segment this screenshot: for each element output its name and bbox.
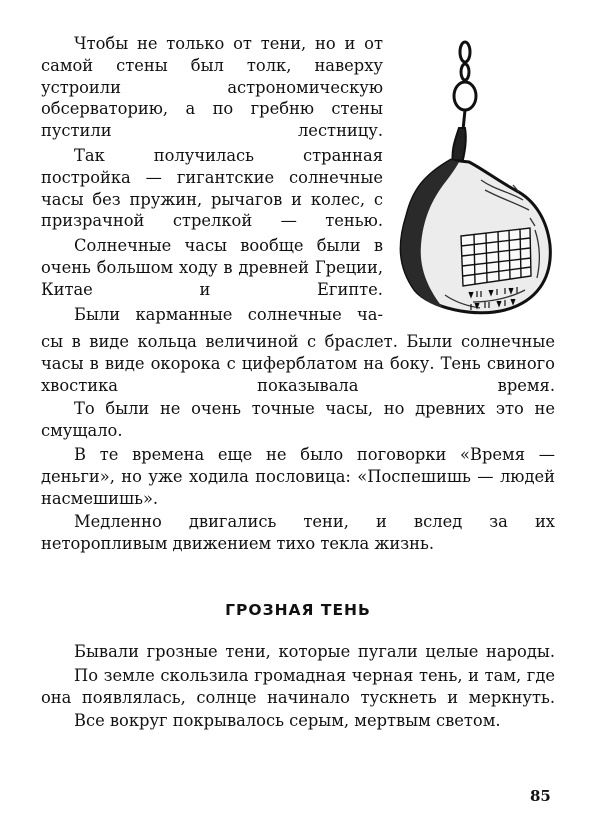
- paragraph: В те времена еще не было поговорки «Время — деньги», но уже ходила пословица: «Поспешишь — людей насмешишь».: [41, 444, 555, 508]
- paragraph: Медленно двигались тени, и вслед за их неторопливым движением тихо текла жизнь.: [41, 512, 555, 554]
- paragraph: Так получилась странная постройка — гигантские солнечные часы без пружин, рычагов и колес, с призрачной стрелкой — тенью.: [41, 145, 383, 231]
- paragraph: По земле скользила громадная черная тень, и там, где она появлялась, солнце начинало тускнеть и меркнуть.: [41, 665, 555, 707]
- paragraph-wrap-start: Были карманные солнечные ча-: [74, 304, 383, 324]
- sundial-grid: [461, 228, 531, 286]
- ham-sundial-illustration: [385, 40, 560, 322]
- page-number: 85: [530, 787, 551, 805]
- paragraph: Чтобы не только от тени, но и от самой стены был толк, наверху устроили астрономическую обсерваторию, а по гребню стены пустили лестницу.: [41, 34, 383, 141]
- text-column-bottom: [41, 641, 555, 732]
- text-column-narrow: [41, 33, 383, 325]
- paragraph: Все вокруг покрывалось серым, мертвым светом.: [74, 711, 501, 731]
- paragraph: Бывали грозные тени, которые пугали целые народы.: [74, 642, 555, 661]
- paragraph: То были не очень точные часы, но древних это не смущало.: [41, 399, 555, 441]
- chain-icon: [454, 42, 476, 130]
- paragraph-wrap-rest: сы в виде кольца величиной с браслет. Были солнечные часы в виде окорока с циферблатом на боку. Тень свиного хвостика показывала время.: [41, 332, 555, 395]
- section-heading: ГРОЗНАЯ ТЕНЬ: [225, 601, 371, 619]
- paragraph: Солнечные часы вообще были в очень большом ходу в древней Греции, Китае и Египте.: [41, 236, 383, 299]
- text-column-wide: [41, 331, 555, 555]
